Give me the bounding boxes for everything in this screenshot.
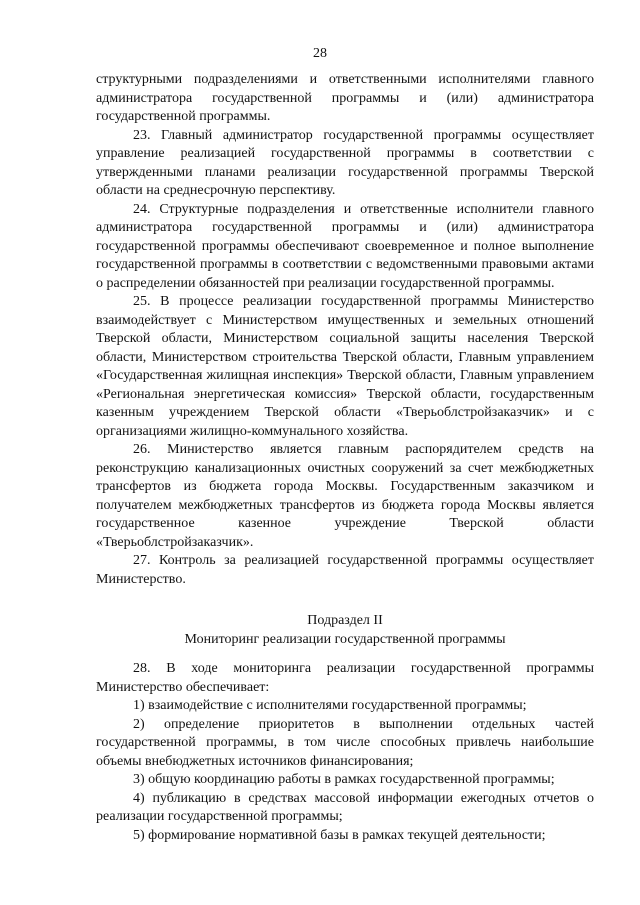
text-block-top	[96, 71, 594, 589]
paragraph-27: 27. Контроль за реализацией государственной программы осуществляет Министерство.	[96, 553, 594, 587]
list-item-5: 5) формирование нормативной базы в рамках текущей деятельности;	[133, 827, 546, 843]
paragraph-26: 26. Министерство является главным распорядителем средств на реконструкцию канализационных очистных сооружений за счет межбюджетных трансфертов из бюджета города Москвы. Государственным заказчиком и получателем межбюджетных трансфертов из бюджета города Москвы является государственное казенное учреждение Тверской области «Тверьоблстройзаказчик».	[96, 442, 594, 550]
paragraph-25: 25. В процессе реализации государственной программы Министерство взаимодействует с Министерством имущественных и земельных отношений Тверской области, Министерством социальной защиты населения Тверской области, Министерством строительства Тверской области, Главным управлением «Государственная жилищная инспекция» Тверской области, Главным управлением «Региональная энергетическая комиссия» Тверской области, государственным казенным учреждением Тверской области «Тверьоблстройзаказчик» и с организациями жилищно-коммунального хозяйства.	[96, 294, 594, 439]
paragraph-23: 23. Главный администратор государственной программы осуществляет управление реализацией государственной программы в соответствии с утвержденными планами реализации государственной программы Тверской области на среднесрочную перспективу.	[96, 127, 594, 198]
paragraph-continuation: структурными подразделениями и ответственными исполнителями главного администратора государственной программы и (или) администратора государственной программы.	[96, 72, 594, 124]
paragraph-24: 24. Структурные подразделения и ответственные исполнители главного администратора государственной программы и (или) администратора государственной программы обеспечивают своевременное и полное выполнение государственной программы в соответствии с ведомственными правовыми актами о распределении обязанностей при реализации государственной программы.	[96, 201, 594, 291]
section-subtitle: Подраздел II	[307, 613, 383, 628]
section-title: Мониторинг реализации государственной программы	[184, 631, 506, 647]
paragraph-28: 28. В ходе мониторинга реализации государственной программы Министерство обеспечивает:	[96, 661, 594, 695]
list-item-4: 4) публикацию в средствах массовой информации ежегодных отчетов о реализации государственной программы;	[96, 790, 594, 824]
list-item-1: 1) взаимодействие с исполнителями государственной программы;	[133, 698, 527, 713]
text-block-bottom	[96, 660, 594, 845]
page-number: 28	[313, 46, 327, 61]
list-item-3: 3) общую координацию работы в рамках государственной программы;	[133, 772, 555, 787]
section-heading	[96, 612, 594, 649]
list-item-2: 2) определение приоритетов в выполнении отдельных частей государственной программы, в том числе способных привлечь наибольшие объемы внебюджетных источников финансирования;	[96, 716, 594, 769]
